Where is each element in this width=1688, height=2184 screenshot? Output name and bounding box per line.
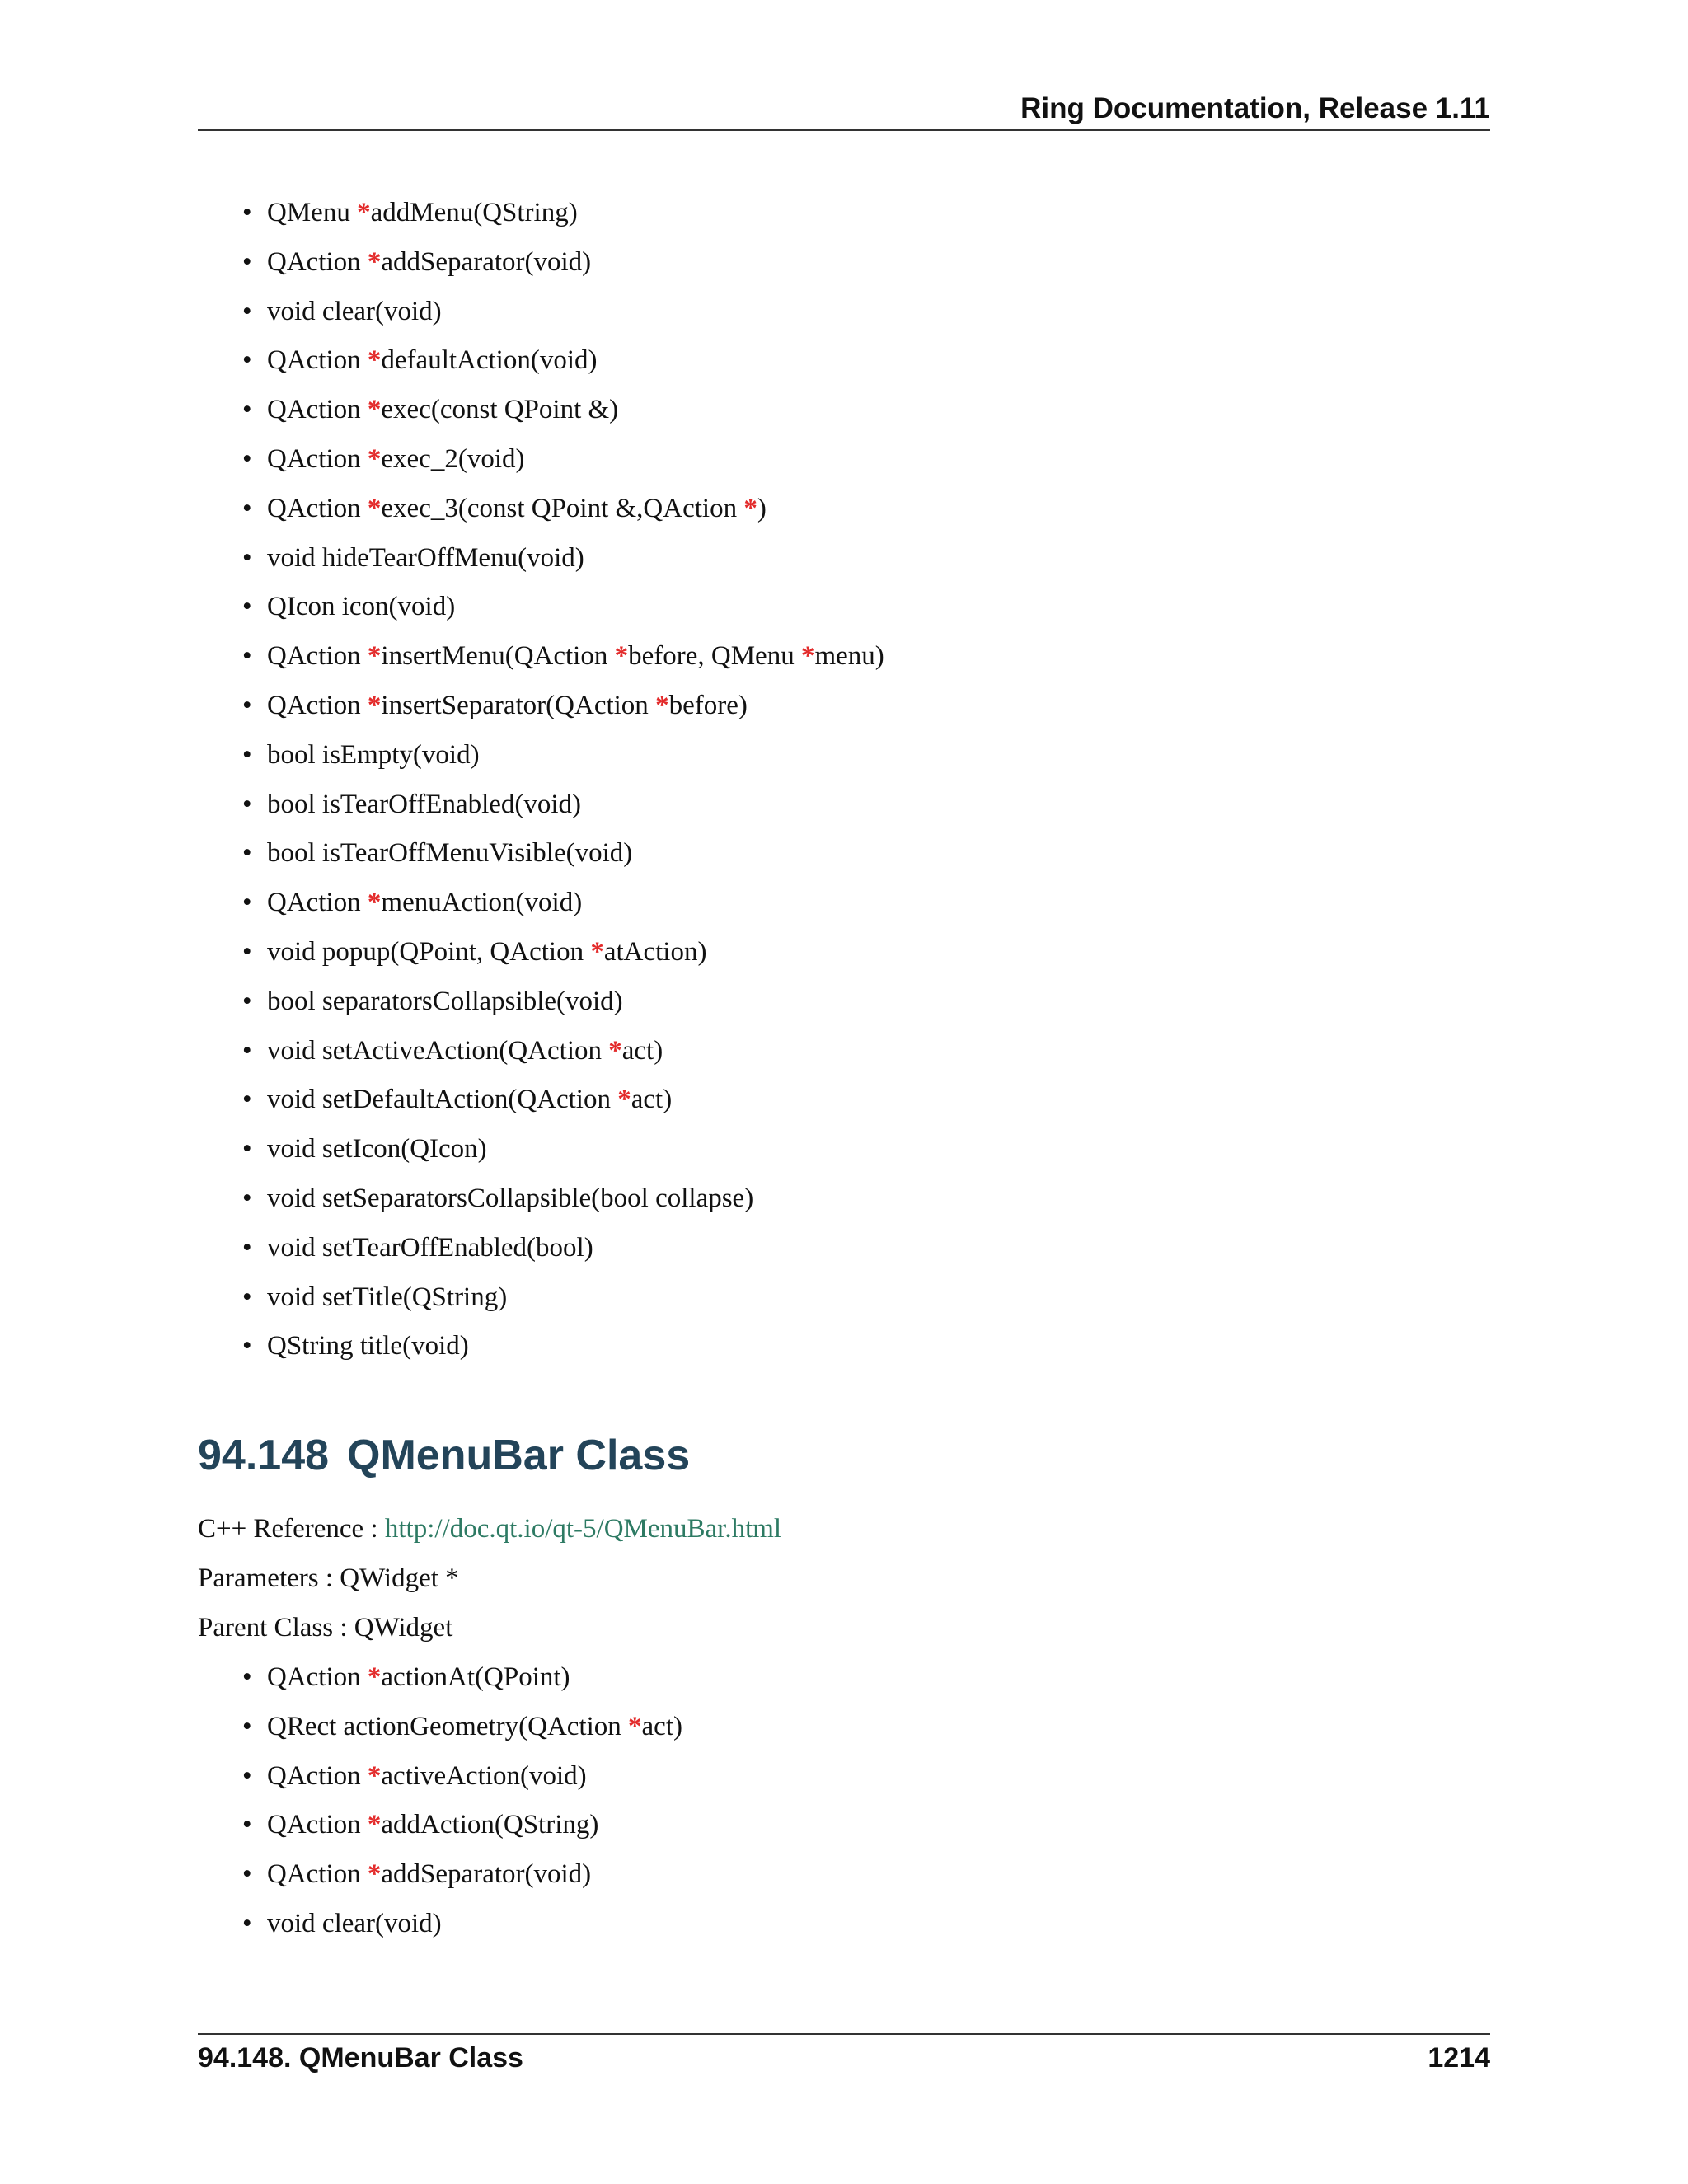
pointer-asterisk: * <box>367 444 382 474</box>
method-item <box>242 837 633 869</box>
method-text: atAction) <box>603 937 707 967</box>
bullet-icon: • <box>242 198 252 227</box>
footer-page-number: 1214 <box>1428 2042 1490 2074</box>
method-text: QMenu <box>267 198 358 227</box>
pointer-asterisk: * <box>628 1711 642 1741</box>
header-rule <box>198 129 1490 131</box>
method-text: before) <box>668 691 748 720</box>
method-text: menu) <box>814 641 884 672</box>
bullet-icon: • <box>242 246 252 277</box>
pointer-asterisk: * <box>367 1662 382 1692</box>
method-text: QString title(void) <box>267 1331 469 1361</box>
method-item <box>242 1083 673 1116</box>
pointer-asterisk: * <box>367 493 382 523</box>
footer-rule <box>198 2033 1490 2035</box>
method-text: exec(const QPoint &) <box>381 395 619 425</box>
method-text: void clear(void) <box>267 1909 442 1938</box>
pointer-asterisk: * <box>367 1810 382 1840</box>
parameters-line: Parameters : QWidget * <box>198 1563 459 1593</box>
method-text: void setDefaultAction(QAction <box>267 1085 618 1115</box>
method-item <box>242 443 525 476</box>
method-item <box>242 1661 570 1694</box>
pointer-asterisk: * <box>743 493 757 523</box>
method-text: act) <box>631 1085 673 1115</box>
method-item <box>242 689 748 722</box>
pointer-asterisk: * <box>367 888 382 918</box>
method-text: QAction <box>267 641 368 672</box>
bullet-icon: • <box>242 542 252 573</box>
method-item <box>242 1760 587 1793</box>
pointer-asterisk: * <box>367 1760 382 1791</box>
method-text: QAction <box>267 1859 368 1890</box>
bullet-icon: • <box>242 1134 252 1165</box>
method-item <box>242 1329 469 1362</box>
method-text: void popup(QPoint, QAction <box>267 937 591 967</box>
pointer-asterisk: * <box>590 937 604 967</box>
bullet-icon: • <box>242 1711 252 1741</box>
method-item <box>242 196 578 229</box>
method-text: QAction <box>267 1810 368 1840</box>
section-number: 94.148 <box>198 1432 330 1479</box>
bullet-icon: • <box>242 937 252 967</box>
method-text: exec_3(const QPoint &,QAction <box>381 493 744 523</box>
bullet-icon: • <box>242 1085 252 1115</box>
method-text: addSeparator(void) <box>381 1859 592 1890</box>
method-text: void setIcon(QIcon) <box>267 1134 487 1165</box>
method-item <box>242 1858 592 1891</box>
pointer-asterisk: * <box>608 1035 622 1066</box>
method-text: QIcon icon(void) <box>267 592 456 622</box>
method-text: exec_2(void) <box>381 444 525 474</box>
bullet-icon: • <box>242 986 252 1016</box>
method-text: void setTearOffEnabled(bool) <box>267 1232 593 1263</box>
bullet-icon: • <box>242 1760 252 1791</box>
parent-class-line: Parent Class : QWidget <box>198 1613 453 1643</box>
method-text: addMenu(QString) <box>370 198 578 227</box>
bullet-icon: • <box>242 1035 252 1066</box>
section-title: QMenuBar Class <box>347 1432 691 1479</box>
method-text: menuAction(void) <box>381 888 583 918</box>
method-text: void setSeparatorsCollapsible(bool collapse) <box>267 1183 754 1213</box>
method-item <box>242 1182 754 1215</box>
method-item <box>242 1808 599 1841</box>
method-item <box>242 1710 682 1743</box>
method-text: addAction(QString) <box>381 1810 599 1840</box>
method-item <box>242 246 592 279</box>
pointer-asterisk: * <box>367 395 382 425</box>
method-item <box>242 541 584 574</box>
bullet-icon: • <box>242 691 252 720</box>
method-item <box>242 886 583 919</box>
method-text: before, QMenu <box>628 641 801 672</box>
pointer-asterisk: * <box>367 641 382 672</box>
bullet-icon: • <box>242 1282 252 1312</box>
method-text: act) <box>621 1035 663 1066</box>
bullet-icon: • <box>242 1810 252 1840</box>
section-heading <box>198 1431 690 1480</box>
method-item <box>242 344 598 377</box>
method-text: defaultAction(void) <box>381 345 598 376</box>
method-item <box>242 935 707 968</box>
method-text: QAction <box>267 345 368 376</box>
method-text: activeAction(void) <box>381 1760 587 1791</box>
method-text: insertMenu(QAction <box>381 641 615 672</box>
pointer-asterisk: * <box>367 345 382 376</box>
method-item <box>242 393 619 426</box>
method-item <box>242 1034 663 1067</box>
pointer-asterisk: * <box>367 691 382 720</box>
bullet-icon: • <box>242 1859 252 1890</box>
method-text: bool separatorsCollapsible(void) <box>267 986 623 1016</box>
method-text: void hideTearOffMenu(void) <box>267 542 584 573</box>
method-text: bool isEmpty(void) <box>267 739 480 770</box>
bullet-icon: • <box>242 1183 252 1213</box>
pointer-asterisk: * <box>800 641 815 672</box>
method-text: QAction <box>267 493 368 523</box>
bullet-icon: • <box>242 838 252 869</box>
bullet-icon: • <box>242 592 252 622</box>
method-text: QAction <box>267 395 368 425</box>
method-item <box>242 590 456 623</box>
pointer-asterisk: * <box>617 1085 631 1115</box>
cpp-reference-link[interactable]: http://doc.qt.io/qt-5/QMenuBar.html <box>384 1514 782 1544</box>
bullet-icon: • <box>242 739 252 770</box>
method-item <box>242 1281 508 1314</box>
bullet-icon: • <box>242 493 252 523</box>
bullet-icon: • <box>242 444 252 474</box>
method-item <box>242 738 480 771</box>
bullet-icon: • <box>242 1909 252 1938</box>
method-item <box>242 640 884 673</box>
method-item <box>242 1132 487 1165</box>
method-item <box>242 788 582 821</box>
pointer-asterisk: * <box>367 246 382 277</box>
method-text: QAction <box>267 1760 368 1791</box>
pointer-asterisk: * <box>655 691 669 720</box>
method-text: void clear(void) <box>267 296 442 326</box>
pointer-asterisk: * <box>357 198 371 227</box>
method-text: act) <box>641 1711 682 1741</box>
cpp-reference-label: C++ Reference : <box>198 1514 385 1544</box>
bullet-icon: • <box>242 345 252 376</box>
method-item <box>242 1231 593 1264</box>
bullet-icon: • <box>242 1331 252 1361</box>
method-text: QRect actionGeometry(QAction <box>267 1711 629 1741</box>
method-text: QAction <box>267 691 368 720</box>
method-text: insertSeparator(QAction <box>381 691 656 720</box>
bullet-icon: • <box>242 641 252 672</box>
bullet-icon: • <box>242 888 252 918</box>
running-header-title: Ring Documentation, Release 1.11 <box>1020 92 1490 124</box>
bullet-icon: • <box>242 1662 252 1692</box>
method-item <box>242 492 767 525</box>
method-item <box>242 985 623 1018</box>
method-text: QAction <box>267 444 368 474</box>
bullet-icon: • <box>242 1232 252 1263</box>
pointer-asterisk: * <box>614 641 629 672</box>
method-text: QAction <box>267 1662 368 1692</box>
pointer-asterisk: * <box>367 1859 382 1890</box>
method-text: bool isTearOffMenuVisible(void) <box>267 838 633 869</box>
method-text: bool isTearOffEnabled(void) <box>267 789 582 819</box>
bullet-icon: • <box>242 395 252 425</box>
method-text: void setTitle(QString) <box>267 1282 508 1312</box>
method-item <box>242 1907 442 1940</box>
bullet-icon: • <box>242 789 252 819</box>
method-text: actionAt(QPoint) <box>381 1662 570 1692</box>
method-text: QAction <box>267 246 368 277</box>
method-item <box>242 295 442 328</box>
footer-section-title: 94.148. QMenuBar Class <box>198 2042 523 2074</box>
method-text: addSeparator(void) <box>381 246 592 277</box>
cpp-reference-line <box>198 1512 781 1545</box>
method-text: void setActiveAction(QAction <box>267 1035 609 1066</box>
method-text: ) <box>757 493 767 523</box>
method-text: QAction <box>267 888 368 918</box>
bullet-icon: • <box>242 296 252 326</box>
